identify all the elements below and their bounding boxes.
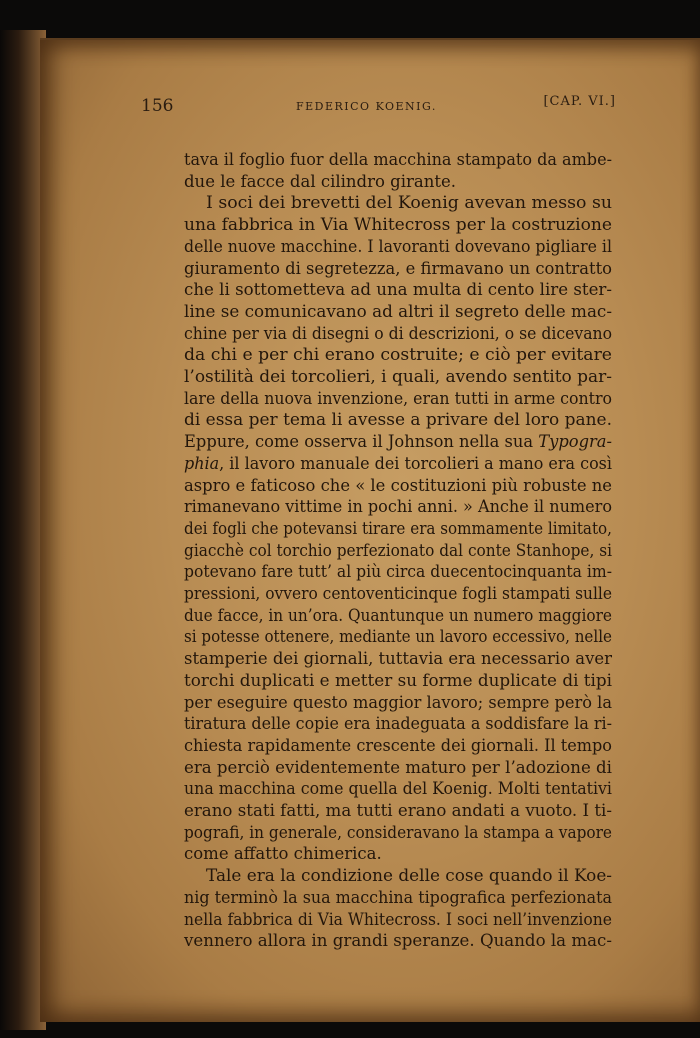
text-line: l’ostilità dei torcolieri, i quali, avendo sentito par-	[184, 367, 612, 386]
text-line: erano stati fatti, ma tutti erano andati a vuoto. I ti-	[184, 801, 612, 820]
text-line: che li sottometteva ad una multa di cento lire ster-	[184, 280, 612, 300]
page-number: 156	[141, 96, 174, 116]
text-line: tava il foglio fuor della macchina stampato da ambe-	[184, 150, 612, 169]
text-line: delle nuove macchine. I lavoranti dovevano pigliare il	[184, 236, 612, 256]
text-line: vennero allora in grandi speranze. Quando la mac-	[184, 931, 612, 951]
text-line: chine per via di disegni o di descrizioni, o se dicevano	[184, 323, 612, 343]
page-header	[141, 92, 616, 122]
text-line: come affatto chimerica.	[184, 844, 382, 864]
text-line: aspro e faticoso che « le costituzioni più robuste ne	[184, 475, 612, 495]
text-line: rimanevano vittime in pochi anni. » Anche il numero	[184, 497, 612, 517]
text-line: Eppure, come osserva il Johnson nella sua Typogra-	[184, 432, 612, 452]
text-line: giuramento di segretezza, e firmavano un contratto	[184, 258, 612, 278]
text-line: stamperie dei giornali, tuttavia era necessario aver	[184, 649, 612, 669]
text-line: due le facce dal cilindro girante.	[184, 171, 457, 191]
text-line: potevano fare tutt’ al più circa duecentocinquanta im-	[184, 562, 612, 582]
text-line: lare della nuova invenzione, eran tutti in arme contro	[184, 388, 612, 408]
text-line: nella fabbrica di Via Whitecross. I soci nell’invenzione	[184, 909, 612, 929]
text-line: una macchina come quella del Koenig. Molti tentativi	[184, 779, 612, 799]
text-line: pressioni, ovvero centoventicinque fogli stampati sulle	[184, 584, 612, 603]
text-line: chiesta rapidamente crescente dei giornali. Il tempo	[184, 735, 612, 755]
text-line: una fabbrica in Via Whitecross per la costruzione	[184, 215, 612, 235]
running-title: FEDERICO KOENIG.	[296, 100, 437, 113]
text-line: di essa per tema li avesse a privare del loro pane.	[184, 410, 612, 430]
text-line: pografi, in generale, consideravano la stampa a vapore	[184, 822, 612, 842]
text-line: due facce, in un’ora. Quantunque un numero maggiore	[184, 605, 612, 625]
text-line: da chi e per chi erano costruite; e ciò per evitare	[184, 345, 612, 365]
text-line: I soci dei brevetti del Koenig avevan messo su	[206, 193, 612, 213]
chapter-marker: [CAP. VI.]	[543, 94, 616, 109]
text-line: nig terminò la sua macchina tipografica perfezionata	[184, 887, 612, 907]
text-line: si potesse ottenere, mediante un lavoro eccessivo, nelle	[184, 627, 612, 647]
text-line: Tale era la condizione delle cose quando il Koe-	[206, 866, 612, 886]
text-line: phia, il lavoro manuale dei torcolieri a mano era così	[184, 453, 612, 473]
text-line: tiratura delle copie era inadeguata a soddisfare la ri-	[184, 714, 612, 734]
text-line: dei fogli che potevansi tirare era sommamente limitato,	[184, 518, 612, 538]
text-line: per eseguire questo maggior lavoro; sempre però la	[184, 692, 612, 712]
text-line: line se comunicavano ad altri il segreto delle mac-	[184, 301, 612, 321]
text-line: torchi duplicati e metter su forme duplicate di tipi	[184, 670, 612, 690]
text-line: era perciò evidentemente maturo per l’adozione di	[184, 757, 612, 777]
text-line: giacchè col torchio perfezionato dal conte Stanhope, si	[184, 540, 612, 560]
